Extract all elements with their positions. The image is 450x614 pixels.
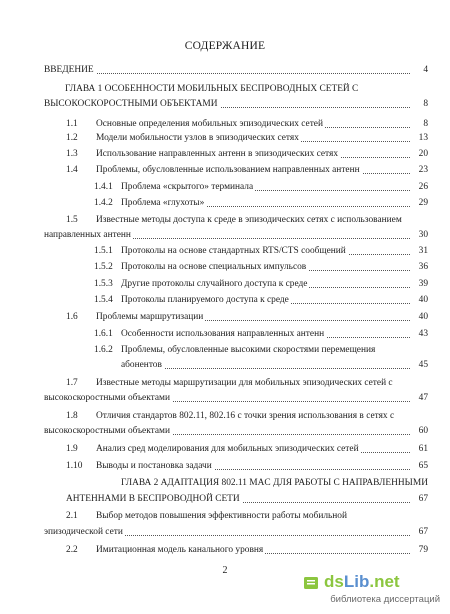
toc-entry-title: ГЛАВА 2 АДАПТАЦИЯ 802.11 MAC ДЛЯ РАБОТЫ С НАПРАВЛЕННЫМИ xyxy=(121,478,428,488)
toc-page-number: 4 xyxy=(423,65,428,75)
toc-page-number: 8 xyxy=(423,119,428,129)
toc-row xyxy=(0,358,450,372)
toc-section-number: 1.6 xyxy=(66,312,78,322)
toc-entry-with-leader xyxy=(44,525,410,539)
toc-entry-title: эпизодической сети xyxy=(44,527,123,537)
toc-row xyxy=(0,293,450,307)
toc-row xyxy=(0,213,450,227)
book-icon xyxy=(302,574,320,592)
toc-section-number: 1.4.2 xyxy=(94,198,113,208)
toc-entry-with-leader xyxy=(96,543,410,557)
toc-page-number: 20 xyxy=(418,149,428,159)
toc-entry-with-leader xyxy=(96,310,410,324)
toc-page-number: 67 xyxy=(418,527,428,537)
toc-row xyxy=(0,409,450,423)
toc-page-number: 47 xyxy=(418,393,428,403)
toc-entry-title: высокоскоростными объектами xyxy=(44,426,170,436)
toc-entry-title: Проблема «скрытого» терминала xyxy=(121,182,254,192)
toc-row xyxy=(0,476,450,490)
toc-row xyxy=(0,180,450,194)
toc-entry-title: Выбор методов повышения эффективности работы мобильной xyxy=(96,511,348,521)
toc-page-number: 40 xyxy=(418,312,428,322)
toc-entry-with-leader xyxy=(96,117,410,131)
toc-entry-with-leader xyxy=(44,97,410,111)
toc-row xyxy=(0,63,450,77)
toc-entry-title: Другие протоколы случайного доступа к среде xyxy=(121,279,308,289)
toc-row xyxy=(0,459,450,473)
toc-row xyxy=(0,525,450,539)
toc-page-number: 43 xyxy=(418,329,428,339)
toc-section-number: 1.5 xyxy=(66,215,78,225)
toc-entry-title: Анализ сред моделирования для мобильных эпизодических сетей xyxy=(96,444,359,454)
toc-entry-title: Имитационная модель канального уровня xyxy=(96,545,264,555)
toc-section-number: 1.1 xyxy=(66,119,78,129)
toc-section-number: 1.10 xyxy=(66,461,83,471)
page-number: 2 xyxy=(222,565,228,576)
toc-entry-with-leader xyxy=(44,63,410,77)
toc-entry-title: Известные методы доступа к среде в эпизодических сетях с использованием xyxy=(96,215,402,225)
toc-entry-with-leader xyxy=(66,492,410,506)
toc-entry-with-leader xyxy=(44,424,410,438)
toc-entry-with-leader xyxy=(121,358,410,372)
toc-entry-title: Проблемы, обусловленные высокими скоростями перемещения xyxy=(121,345,376,355)
toc-page-number: 61 xyxy=(418,444,428,454)
toc-entry-title: направленных антенн xyxy=(44,230,131,240)
toc-section-number: 1.4.1 xyxy=(94,182,113,192)
toc-entry-title: Проблема «глухоты» xyxy=(121,198,205,208)
toc-row xyxy=(0,442,450,456)
toc-entry-with-leader xyxy=(96,131,410,145)
toc-row xyxy=(0,492,450,506)
toc-entry-with-leader xyxy=(121,277,410,291)
toc-page-number: 29 xyxy=(418,198,428,208)
toc-page-number: 30 xyxy=(418,230,428,240)
watermark-logo xyxy=(300,572,440,606)
toc-section-number: 1.4 xyxy=(66,165,78,175)
toc-page-number: 65 xyxy=(418,461,428,471)
toc-entry-title: Проблемы, обусловленные использованием направленных антенн xyxy=(96,165,360,175)
toc-section-number: 2.2 xyxy=(66,545,78,555)
toc-entry-with-leader xyxy=(96,163,410,177)
toc-entry-with-leader xyxy=(96,459,410,473)
toc-entry-title: Использование направленных антенн в эпизодических сетях xyxy=(96,149,339,159)
toc-row xyxy=(0,97,450,111)
toc-entry-title: Основные определения мобильных эпизодических сетей xyxy=(96,119,323,129)
toc-row xyxy=(0,117,450,131)
toc-page-number: 23 xyxy=(418,165,428,175)
toc-entry-title: абонентов xyxy=(121,360,162,370)
toc-page-number: 36 xyxy=(418,262,428,272)
toc-entry-title: ВЫСОКОСКОРОСТНЫМИ ОБЪЕКТАМИ xyxy=(44,99,218,109)
toc-page-number: 39 xyxy=(418,279,428,289)
toc-row xyxy=(0,343,450,357)
toc-row xyxy=(0,244,450,258)
toc-entry-title: Проблемы маршрутизации xyxy=(96,312,204,322)
toc-row xyxy=(0,82,450,96)
toc-section-number: 1.5.3 xyxy=(94,279,113,289)
toc-entry-title: ГЛАВА 1 ОСОБЕННОСТИ МОБИЛЬНЫХ БЕСПРОВОДНЫХ СЕТЕЙ С xyxy=(65,84,359,94)
toc-entry-title: Особенности использования направленных антенн xyxy=(121,329,325,339)
toc-row xyxy=(0,228,450,242)
toc-entry-title: ВВЕДЕНИЕ xyxy=(44,65,94,75)
toc-entry-with-leader xyxy=(121,244,410,258)
toc-entry-with-leader xyxy=(121,180,410,194)
toc-entry-title: Выводы и постановка задачи xyxy=(96,461,212,471)
toc-row xyxy=(0,131,450,145)
toc-page-number: 13 xyxy=(418,133,428,143)
toc-entry-with-leader xyxy=(44,391,410,405)
toc-row xyxy=(0,310,450,324)
toc-section-number: 1.5.1 xyxy=(94,246,113,256)
toc-entry-title: Модели мобильности узлов в эпизодических сетях xyxy=(96,133,299,143)
toc-entry-title: Известные методы маршрутизации для мобильных эпизодических сетей с xyxy=(96,378,393,388)
toc-section-number: 1.8 xyxy=(66,411,78,421)
toc-page-number: 26 xyxy=(418,182,428,192)
toc-section-number: 1.6.1 xyxy=(94,329,113,339)
toc-row xyxy=(0,260,450,274)
toc-entry-with-leader xyxy=(96,442,410,456)
toc-row xyxy=(0,277,450,291)
toc-row xyxy=(0,424,450,438)
toc-section-number: 2.1 xyxy=(66,511,78,521)
toc-entry-with-leader xyxy=(121,196,410,210)
toc-entry-title: АНТЕННАМИ В БЕСПРОВОДНОЙ СЕТИ xyxy=(66,494,240,504)
toc-page-number: 79 xyxy=(418,545,428,555)
toc-section-number: 1.5.4 xyxy=(94,295,113,305)
toc-entry-with-leader xyxy=(44,228,410,242)
toc-page-number: 31 xyxy=(418,246,428,256)
toc-row xyxy=(0,376,450,390)
toc-entry-with-leader xyxy=(121,293,410,307)
toc-entry-title: Отличия стандартов 802.11, 802.16 с точки зрения использования в сетях с xyxy=(96,411,395,421)
toc-entry-title: высокоскоростными объектами xyxy=(44,393,170,403)
toc-page-number: 8 xyxy=(423,99,428,109)
watermark-subtitle: библиотека диссертаций xyxy=(330,594,440,605)
toc-row xyxy=(0,327,450,341)
toc-row xyxy=(0,509,450,523)
toc-section-number: 1.5.2 xyxy=(94,262,113,272)
toc-section-number: 1.9 xyxy=(66,444,78,454)
toc-entry-title: Протоколы планируемого доступа к среде xyxy=(121,295,289,305)
toc-page-number: 40 xyxy=(418,295,428,305)
toc-entry-title: Протоколы на основе специальных импульсов xyxy=(121,262,307,272)
toc-entry-with-leader xyxy=(121,260,410,274)
toc-entry-with-leader xyxy=(121,327,410,341)
toc-section-number: 1.2 xyxy=(66,133,78,143)
dot-leader xyxy=(44,73,410,74)
dot-leader xyxy=(121,368,410,369)
watermark-brand: dsLib.net xyxy=(324,572,400,591)
toc-row xyxy=(0,163,450,177)
toc-entry-title: Протоколы на основе стандартных RTS/CTS сообщений xyxy=(121,246,346,256)
toc-page-number: 45 xyxy=(418,360,428,370)
toc-section-number: 1.3 xyxy=(66,149,78,159)
page-title: СОДЕРЖАНИЕ xyxy=(184,40,266,52)
toc-row xyxy=(0,543,450,557)
toc-row xyxy=(0,147,450,161)
toc-section-number: 1.7 xyxy=(66,378,78,388)
toc-entry-with-leader xyxy=(96,147,410,161)
toc-row xyxy=(0,196,450,210)
toc-section-number: 1.6.2 xyxy=(94,345,113,355)
toc-row xyxy=(0,391,450,405)
toc-page-number: 60 xyxy=(418,426,428,436)
toc-page-number: 67 xyxy=(418,494,428,504)
